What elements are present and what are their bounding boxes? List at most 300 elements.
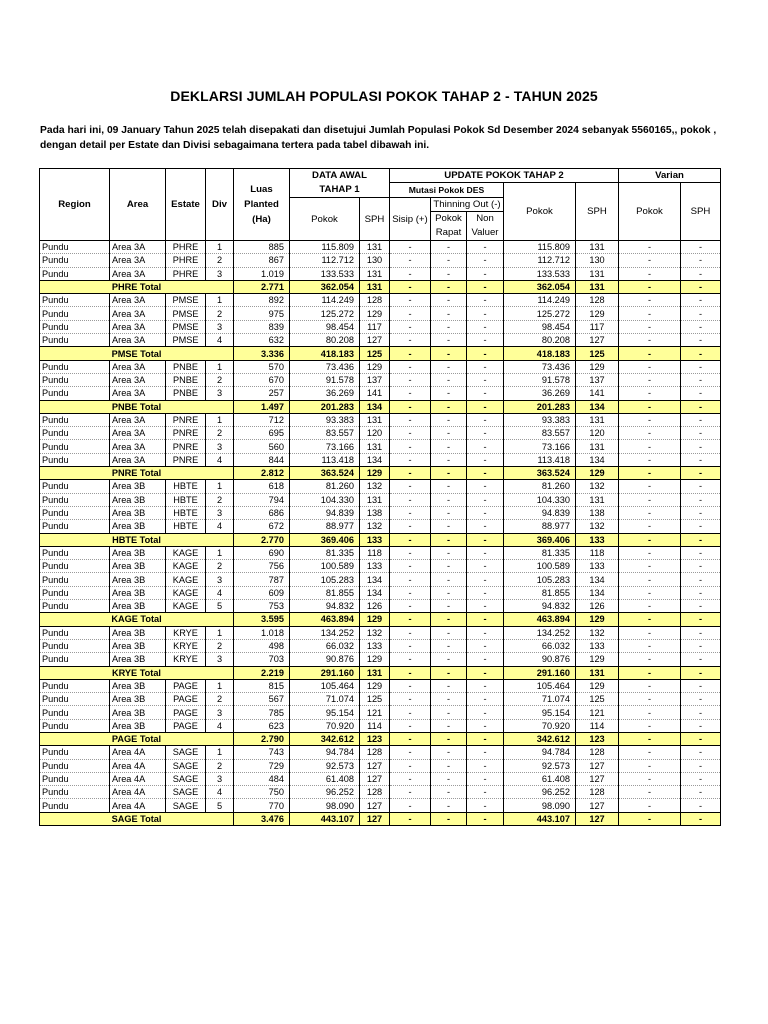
cell-update-sph: 127	[576, 334, 619, 347]
cell-update-sph: 117	[576, 320, 619, 333]
cell-sph: 131	[360, 493, 390, 506]
table-row	[40, 307, 721, 320]
cell-region: Pundu	[40, 786, 110, 799]
cell-pokok-rapat: -	[431, 666, 467, 679]
cell-pokok-rapat: -	[431, 679, 467, 692]
cell-luas: 672	[234, 520, 290, 533]
cell-update-pokok: 61.408	[504, 772, 576, 785]
cell-region: Pundu	[40, 772, 110, 785]
cell-div: 5	[206, 799, 234, 812]
cell-sisip: -	[390, 600, 431, 613]
cell-pokok-rapat: -	[431, 480, 467, 493]
cell-estate: PNBE	[166, 360, 206, 373]
cell-pokok: 61.408	[290, 772, 360, 785]
header-update-pokok: Pokok	[504, 183, 576, 241]
cell-area: Area 3B	[110, 480, 166, 493]
cell-pokok-rapat: -	[431, 786, 467, 799]
total-row	[40, 812, 721, 825]
table-row	[40, 520, 721, 533]
cell-luas: 2.790	[234, 732, 290, 745]
cell-pokok-rapat: -	[431, 400, 467, 413]
header-data-awal-line2: TAHAP 1	[319, 184, 360, 195]
cell-sisip: -	[390, 693, 431, 706]
cell-div: 1	[206, 480, 234, 493]
header-luas-line1: Luas	[250, 184, 273, 195]
cell-sisip: -	[390, 786, 431, 799]
cell-region: Pundu	[40, 626, 110, 639]
header-pokok-rapat	[431, 212, 467, 241]
cell-luas: 670	[234, 373, 290, 386]
cell-update-sph: 134	[576, 453, 619, 466]
cell-update-sph: 127	[576, 772, 619, 785]
total-row	[40, 533, 721, 546]
cell-varian-sph: -	[681, 467, 721, 480]
cell-pokok-rapat: -	[431, 267, 467, 280]
cell-sisip: -	[390, 586, 431, 599]
cell-sisip: -	[390, 772, 431, 785]
cell-sisip: -	[390, 812, 431, 825]
cell-sisip: -	[390, 653, 431, 666]
cell-estate: HBTE	[166, 493, 206, 506]
cell-pokok: 105.464	[290, 679, 360, 692]
cell-luas: 885	[234, 241, 290, 254]
cell-update-sph: 129	[576, 613, 619, 626]
cell-non-valuer: -	[467, 546, 504, 559]
cell-pokok: 36.269	[290, 387, 360, 400]
header-data-awal-line1: DATA AWAL	[312, 170, 367, 181]
cell-pokok-rapat: -	[431, 772, 467, 785]
cell-estate: KAGE	[166, 560, 206, 573]
header-non-valuer	[467, 212, 504, 241]
cell-estate: SAGE	[166, 746, 206, 759]
cell-sph: 129	[360, 360, 390, 373]
cell-update-pokok: 95.154	[504, 706, 576, 719]
cell-region: Pundu	[40, 453, 110, 466]
cell-update-pokok: 463.894	[504, 613, 576, 626]
cell-update-sph: 133	[576, 639, 619, 652]
cell-varian-pokok: -	[619, 413, 681, 426]
cell-update-pokok: 94.832	[504, 600, 576, 613]
cell-pokok: 98.090	[290, 799, 360, 812]
cell-update-pokok: 115.809	[504, 241, 576, 254]
cell-update-pokok: 81.855	[504, 586, 576, 599]
total-row	[40, 280, 721, 293]
cell-sph: 127	[360, 812, 390, 825]
table-row	[40, 493, 721, 506]
table-row	[40, 799, 721, 812]
cell-luas: 2.771	[234, 280, 290, 293]
cell-varian-pokok: -	[619, 666, 681, 679]
cell-estate: PNRE	[166, 413, 206, 426]
cell-luas: 498	[234, 639, 290, 652]
cell-varian-pokok: -	[619, 320, 681, 333]
cell-update-pokok: 94.784	[504, 746, 576, 759]
cell-sisip: -	[390, 732, 431, 745]
cell-varian-sph: -	[681, 706, 721, 719]
cell-div: 2	[206, 560, 234, 573]
cell-area: Area 3B	[110, 546, 166, 559]
cell-pokok: 73.436	[290, 360, 360, 373]
table-row	[40, 639, 721, 652]
cell-luas: 623	[234, 719, 290, 732]
cell-sph: 132	[360, 480, 390, 493]
cell-region: Pundu	[40, 241, 110, 254]
cell-pokok-rapat: -	[431, 600, 467, 613]
cell-luas: 770	[234, 799, 290, 812]
cell-sph: 127	[360, 799, 390, 812]
cell-update-sph: 131	[576, 666, 619, 679]
cell-update-sph: 141	[576, 387, 619, 400]
cell-luas: 560	[234, 440, 290, 453]
cell-varian-sph: -	[681, 732, 721, 745]
cell-estate: KAGE	[166, 586, 206, 599]
cell-update-pokok: 291.160	[504, 666, 576, 679]
cell-sph: 132	[360, 520, 390, 533]
cell-region: Pundu	[40, 294, 110, 307]
cell-sisip: -	[390, 799, 431, 812]
cell-varian-sph: -	[681, 307, 721, 320]
cell-non-valuer: -	[467, 373, 504, 386]
cell-varian-sph: -	[681, 280, 721, 293]
cell-update-pokok: 105.283	[504, 573, 576, 586]
cell-luas: 1.497	[234, 400, 290, 413]
cell-varian-pokok: -	[619, 467, 681, 480]
cell-sisip: -	[390, 719, 431, 732]
cell-varian-sph: -	[681, 427, 721, 440]
cell-luas: 690	[234, 546, 290, 559]
cell-pokok-rapat: -	[431, 467, 467, 480]
cell-luas: 2.219	[234, 666, 290, 679]
cell-non-valuer: -	[467, 732, 504, 745]
cell-pokok: 443.107	[290, 812, 360, 825]
cell-estate: PAGE	[166, 719, 206, 732]
cell-area: Area 3B	[110, 706, 166, 719]
cell-sisip: -	[390, 373, 431, 386]
cell-sph: 120	[360, 427, 390, 440]
cell-div: 2	[206, 693, 234, 706]
cell-sph: 131	[360, 440, 390, 453]
cell-sisip: -	[390, 280, 431, 293]
cell-non-valuer: -	[467, 626, 504, 639]
header-div: Div	[206, 169, 234, 241]
cell-luas: 743	[234, 746, 290, 759]
header-non-valuer-line2: Valuer	[471, 227, 499, 238]
cell-pokok: 73.166	[290, 440, 360, 453]
cell-sisip: -	[390, 520, 431, 533]
cell-div: 4	[206, 453, 234, 466]
cell-sisip: -	[390, 387, 431, 400]
cell-sph: 129	[360, 613, 390, 626]
cell-update-sph: 129	[576, 360, 619, 373]
header-sph: SPH	[360, 198, 390, 241]
cell-update-pokok: 92.573	[504, 759, 576, 772]
cell-varian-sph: -	[681, 320, 721, 333]
cell-luas: 712	[234, 413, 290, 426]
cell-varian-sph: -	[681, 493, 721, 506]
cell-pokok-rapat: -	[431, 732, 467, 745]
cell-area: Area 3A	[110, 241, 166, 254]
table-row	[40, 573, 721, 586]
cell-pokok: 133.533	[290, 267, 360, 280]
cell-div: 1	[206, 241, 234, 254]
cell-luas: 2.770	[234, 533, 290, 546]
cell-varian-pokok: -	[619, 520, 681, 533]
intro-line-1: Pada hari ini, 09 January Tahun 2025 telah disepakati dan disetujui Jumlah Populasi Pokok Sd Desember 2024 sebanyak 5560165,, pokok ,	[40, 125, 717, 136]
cell-pokok-rapat: -	[431, 334, 467, 347]
cell-non-valuer: -	[467, 799, 504, 812]
cell-update-pokok: 362.054	[504, 280, 576, 293]
cell-sph: 131	[360, 241, 390, 254]
cell-varian-pokok: -	[619, 653, 681, 666]
estate-total-label: SAGE Total	[40, 812, 234, 825]
cell-varian-pokok: -	[619, 440, 681, 453]
cell-sph: 141	[360, 387, 390, 400]
cell-update-sph: 128	[576, 786, 619, 799]
cell-sisip: -	[390, 679, 431, 692]
cell-varian-sph: -	[681, 573, 721, 586]
cell-pokok-rapat: -	[431, 639, 467, 652]
cell-pokok: 94.784	[290, 746, 360, 759]
cell-sph: 126	[360, 600, 390, 613]
cell-pokok: 70.920	[290, 719, 360, 732]
cell-pokok: 66.032	[290, 639, 360, 652]
cell-luas: 750	[234, 786, 290, 799]
cell-non-valuer: -	[467, 706, 504, 719]
cell-update-pokok: 98.090	[504, 799, 576, 812]
cell-luas: 484	[234, 772, 290, 785]
table-row	[40, 320, 721, 333]
cell-estate: SAGE	[166, 772, 206, 785]
cell-pokok-rapat: -	[431, 254, 467, 267]
table-row	[40, 653, 721, 666]
cell-sisip: -	[390, 267, 431, 280]
cell-area: Area 3B	[110, 600, 166, 613]
cell-pokok: 71.074	[290, 693, 360, 706]
cell-region: Pundu	[40, 267, 110, 280]
cell-div: 4	[206, 719, 234, 732]
cell-varian-sph: -	[681, 387, 721, 400]
cell-varian-pokok: -	[619, 334, 681, 347]
cell-pokok-rapat: -	[431, 280, 467, 293]
cell-area: Area 3A	[110, 387, 166, 400]
cell-varian-sph: -	[681, 360, 721, 373]
cell-div: 1	[206, 413, 234, 426]
cell-pokok: 81.855	[290, 586, 360, 599]
cell-pokok: 362.054	[290, 280, 360, 293]
cell-update-pokok: 363.524	[504, 467, 576, 480]
cell-varian-pokok: -	[619, 546, 681, 559]
cell-sph: 129	[360, 653, 390, 666]
cell-varian-sph: -	[681, 560, 721, 573]
cell-update-sph: 128	[576, 746, 619, 759]
cell-luas: 618	[234, 480, 290, 493]
cell-area: Area 3A	[110, 320, 166, 333]
cell-sph: 127	[360, 772, 390, 785]
cell-sph: 130	[360, 254, 390, 267]
header-varian-pokok: Pokok	[619, 183, 681, 241]
cell-varian-sph: -	[681, 613, 721, 626]
cell-estate: PMSE	[166, 294, 206, 307]
cell-sisip: -	[390, 666, 431, 679]
cell-sisip: -	[390, 706, 431, 719]
cell-varian-sph: -	[681, 746, 721, 759]
cell-div: 1	[206, 746, 234, 759]
cell-area: Area 3B	[110, 493, 166, 506]
cell-area: Area 3A	[110, 360, 166, 373]
cell-varian-pokok: -	[619, 746, 681, 759]
cell-update-sph: 131	[576, 267, 619, 280]
cell-region: Pundu	[40, 719, 110, 732]
table-row	[40, 480, 721, 493]
cell-update-sph: 118	[576, 546, 619, 559]
cell-update-sph: 121	[576, 706, 619, 719]
total-row	[40, 467, 721, 480]
cell-varian-pokok: -	[619, 373, 681, 386]
cell-varian-pokok: -	[619, 506, 681, 519]
cell-sisip: -	[390, 413, 431, 426]
cell-pokok-rapat: -	[431, 759, 467, 772]
cell-update-pokok: 98.454	[504, 320, 576, 333]
cell-pokok: 92.573	[290, 759, 360, 772]
cell-varian-pokok: -	[619, 267, 681, 280]
cell-pokok-rapat: -	[431, 320, 467, 333]
cell-sisip: -	[390, 241, 431, 254]
header-pokok-rapat-line1: Pokok	[435, 213, 462, 224]
cell-div: 1	[206, 360, 234, 373]
cell-sph: 117	[360, 320, 390, 333]
cell-pokok-rapat: -	[431, 533, 467, 546]
cell-update-sph: 131	[576, 440, 619, 453]
cell-area: Area 3A	[110, 413, 166, 426]
cell-update-sph: 127	[576, 759, 619, 772]
cell-update-sph: 138	[576, 506, 619, 519]
cell-region: Pundu	[40, 560, 110, 573]
cell-update-sph: 123	[576, 732, 619, 745]
cell-sph: 121	[360, 706, 390, 719]
cell-pokok: 83.557	[290, 427, 360, 440]
cell-estate: KAGE	[166, 546, 206, 559]
cell-pokok-rapat: -	[431, 799, 467, 812]
cell-update-pokok: 93.383	[504, 413, 576, 426]
cell-pokok: 94.839	[290, 506, 360, 519]
cell-sph: 131	[360, 267, 390, 280]
cell-non-valuer: -	[467, 467, 504, 480]
cell-pokok-rapat: -	[431, 546, 467, 559]
cell-luas: 787	[234, 573, 290, 586]
cell-sph: 125	[360, 347, 390, 360]
cell-update-pokok: 70.920	[504, 719, 576, 732]
cell-pokok-rapat: -	[431, 453, 467, 466]
cell-non-valuer: -	[467, 693, 504, 706]
cell-varian-pokok: -	[619, 613, 681, 626]
cell-area: Area 3A	[110, 334, 166, 347]
cell-estate: KRYE	[166, 626, 206, 639]
cell-varian-pokok: -	[619, 719, 681, 732]
cell-update-pokok: 418.183	[504, 347, 576, 360]
cell-estate: PMSE	[166, 334, 206, 347]
cell-varian-sph: -	[681, 719, 721, 732]
table-row	[40, 267, 721, 280]
total-row	[40, 732, 721, 745]
cell-pokok-rapat: -	[431, 387, 467, 400]
cell-update-pokok: 134.252	[504, 626, 576, 639]
cell-pokok: 112.712	[290, 254, 360, 267]
total-row	[40, 666, 721, 679]
cell-region: Pundu	[40, 440, 110, 453]
cell-region: Pundu	[40, 480, 110, 493]
cell-update-sph: 125	[576, 693, 619, 706]
cell-div: 1	[206, 626, 234, 639]
cell-sph: 128	[360, 294, 390, 307]
cell-region: Pundu	[40, 373, 110, 386]
cell-luas: 892	[234, 294, 290, 307]
estate-total-label: KRYE Total	[40, 666, 234, 679]
cell-update-sph: 114	[576, 719, 619, 732]
cell-update-pokok: 83.557	[504, 427, 576, 440]
cell-sisip: -	[390, 613, 431, 626]
cell-luas: 729	[234, 759, 290, 772]
cell-varian-pokok: -	[619, 639, 681, 652]
cell-estate: PNRE	[166, 440, 206, 453]
cell-non-valuer: -	[467, 267, 504, 280]
cell-update-pokok: 342.612	[504, 732, 576, 745]
cell-sisip: -	[390, 453, 431, 466]
cell-varian-pokok: -	[619, 241, 681, 254]
cell-area: Area 3B	[110, 506, 166, 519]
cell-update-sph: 137	[576, 373, 619, 386]
cell-luas: 2.812	[234, 467, 290, 480]
cell-non-valuer: -	[467, 347, 504, 360]
cell-luas: 794	[234, 493, 290, 506]
cell-area: Area 3A	[110, 294, 166, 307]
cell-update-sph: 131	[576, 280, 619, 293]
cell-update-pokok: 105.464	[504, 679, 576, 692]
cell-varian-pokok: -	[619, 280, 681, 293]
cell-update-pokok: 80.208	[504, 334, 576, 347]
header-estate: Estate	[166, 169, 206, 241]
cell-sisip: -	[390, 573, 431, 586]
header-data-awal	[290, 169, 390, 198]
cell-pokok-rapat: -	[431, 506, 467, 519]
cell-estate: KRYE	[166, 639, 206, 652]
cell-estate: HBTE	[166, 520, 206, 533]
cell-update-pokok: 125.272	[504, 307, 576, 320]
table-row	[40, 759, 721, 772]
estate-total-label: PHRE Total	[40, 280, 234, 293]
cell-sph: 138	[360, 506, 390, 519]
cell-non-valuer: -	[467, 334, 504, 347]
cell-region: Pundu	[40, 600, 110, 613]
cell-pokok-rapat: -	[431, 812, 467, 825]
table-body	[40, 241, 721, 826]
cell-div: 3	[206, 573, 234, 586]
cell-sph: 118	[360, 546, 390, 559]
cell-non-valuer: -	[467, 360, 504, 373]
header-region: Region	[40, 169, 110, 241]
cell-pokok: 463.894	[290, 613, 360, 626]
cell-div: 3	[206, 706, 234, 719]
cell-varian-pokok: -	[619, 400, 681, 413]
table-row	[40, 560, 721, 573]
cell-area: Area 3B	[110, 520, 166, 533]
header-pokok-rapat-line2: Rapat	[435, 227, 462, 238]
cell-sisip: -	[390, 360, 431, 373]
cell-varian-pokok: -	[619, 812, 681, 825]
estate-total-label: PAGE Total	[40, 732, 234, 745]
cell-div: 3	[206, 267, 234, 280]
cell-non-valuer: -	[467, 613, 504, 626]
cell-update-sph: 132	[576, 626, 619, 639]
